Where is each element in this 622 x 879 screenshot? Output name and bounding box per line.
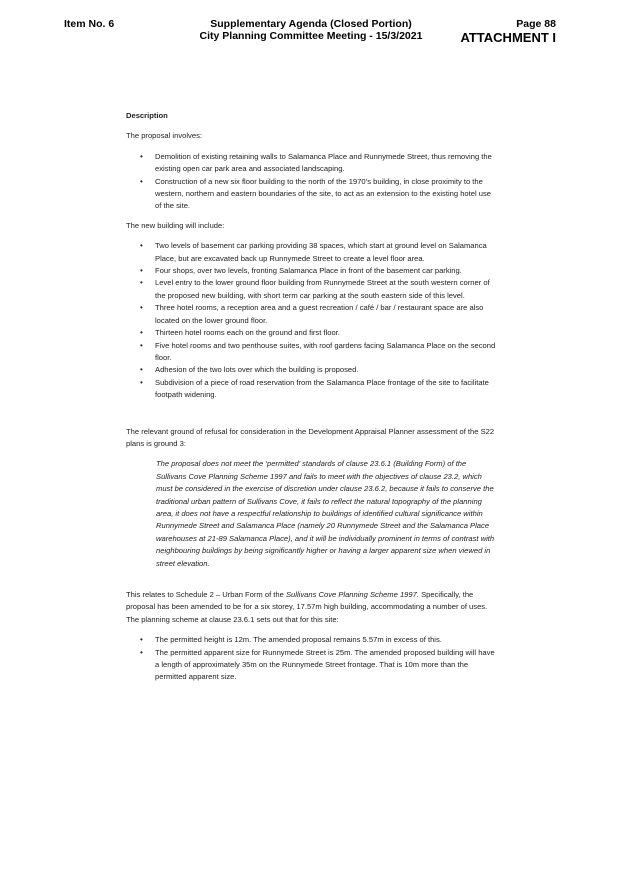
list-item: • Thirteen hotel rooms each on the ground and first floor.	[126, 327, 496, 339]
meeting-title: City Planning Committee Meeting - 15/3/2021	[199, 30, 423, 42]
page-number: Page 88	[516, 18, 556, 30]
list-item: • Five hotel rooms and two penthouse suites, with roof gardens facing Salamanca Place on the second floor.	[126, 340, 496, 365]
list-item: • The permitted apparent size for Runnymede Street is 25m. The amended proposed building will have a length of approximately 35m on the Runnymede Street frontage. That is 10m more than the permitted apparent size.	[126, 647, 496, 684]
proposal-intro: The proposal involves:	[126, 131, 202, 141]
refusal-intro: The relevant ground of refusal for consideration in the Development Appraisal Planner assessment of the S22 plans is ground 3:	[126, 426, 495, 448]
height-list	[126, 634, 496, 684]
proposal-list	[126, 151, 496, 213]
document-body	[126, 110, 496, 691]
schedule-text-after: Specifically, the proposal has been amended to be for a six storey, 17.57m high building, accommodating a number of uses. The planning scheme at clause 23.6.1 sets out that for this site:	[126, 590, 488, 624]
page-header-right	[460, 18, 556, 44]
list-item: • The permitted height is 12m. The amended proposal remains 5.57m in excess of this.	[126, 634, 496, 646]
list-item: • Subdivision of a piece of road reservation from the Salamanca Place frontage of the site to facilitate footpath widening.	[126, 377, 496, 402]
building-intro: The new building will include:	[126, 220, 225, 230]
schedule-text-before: This relates to Schedule 2 – Urban Form of the	[126, 590, 286, 599]
schedule-paragraph	[126, 589, 496, 626]
agenda-title: Supplementary Agenda (Closed Portion)	[210, 18, 412, 30]
list-item: • Four shops, over two levels, fronting Salamanca Place in front of the basement car parking.	[126, 265, 496, 277]
list-item: • Adhesion of the two lots over which the building is proposed.	[126, 364, 496, 376]
list-item: • Two levels of basement car parking providing 38 spaces, which start at ground level on Salamanca Place, but are excavated back up Runnymede Street to create a level floor area.	[126, 240, 496, 265]
building-list	[126, 240, 496, 401]
list-item: • Level entry to the lower ground floor building from Runnymede Street at the south western corner of the proposed new building, with short term car parking at the south eastern side of this level.	[126, 277, 496, 302]
list-item: • Three hotel rooms, a reception area and a guest recreation / café / bar / restaurant space are also located on the lower ground floor.	[126, 302, 496, 327]
item-number: Item No. 6	[64, 18, 115, 30]
refusal-quote: The proposal does not meet the ‘permitted’ standards of clause 23.6.1 (Building Form) of the Sullivans Cove Planning Scheme 1997 and fails to meet with the objectives of clause 23.2, which must be considered in the exercise of discretion under clause 23.6.2, because it fails to conserve the traditional urban pattern of Sullivans Cove, it fails to reflect the natural topography of the planning area, it does not have a respectful relationship to buildings of identified cultural significance within Runnymede Street and Salamanca Place (namely 20 Runnymede Street and the Salamanca Place warehouses at 21-89 Salamanca Place), and it will be individually prominent in terms of contrast with neighbouring buildings by being significantly higher or having a larger apparent size when viewed in street elevation.	[156, 459, 495, 568]
attachment-label: ATTACHMENT I	[460, 30, 556, 45]
list-item: • Demolition of existing retaining walls to Salamanca Place and Runnymede Street, thus removing the existing open car park area and associated landscaping.	[126, 151, 496, 176]
section-heading: Description	[126, 111, 168, 120]
scheme-name: Sullivans Cove Planning Scheme 1997.	[285, 590, 419, 599]
list-item: • Construction of a new six floor building to the north of the 1970’s building, in close proximity to the western, northern and eastern boundaries of the site, to act as an extension to the existing hotel use of the site.	[126, 176, 496, 213]
